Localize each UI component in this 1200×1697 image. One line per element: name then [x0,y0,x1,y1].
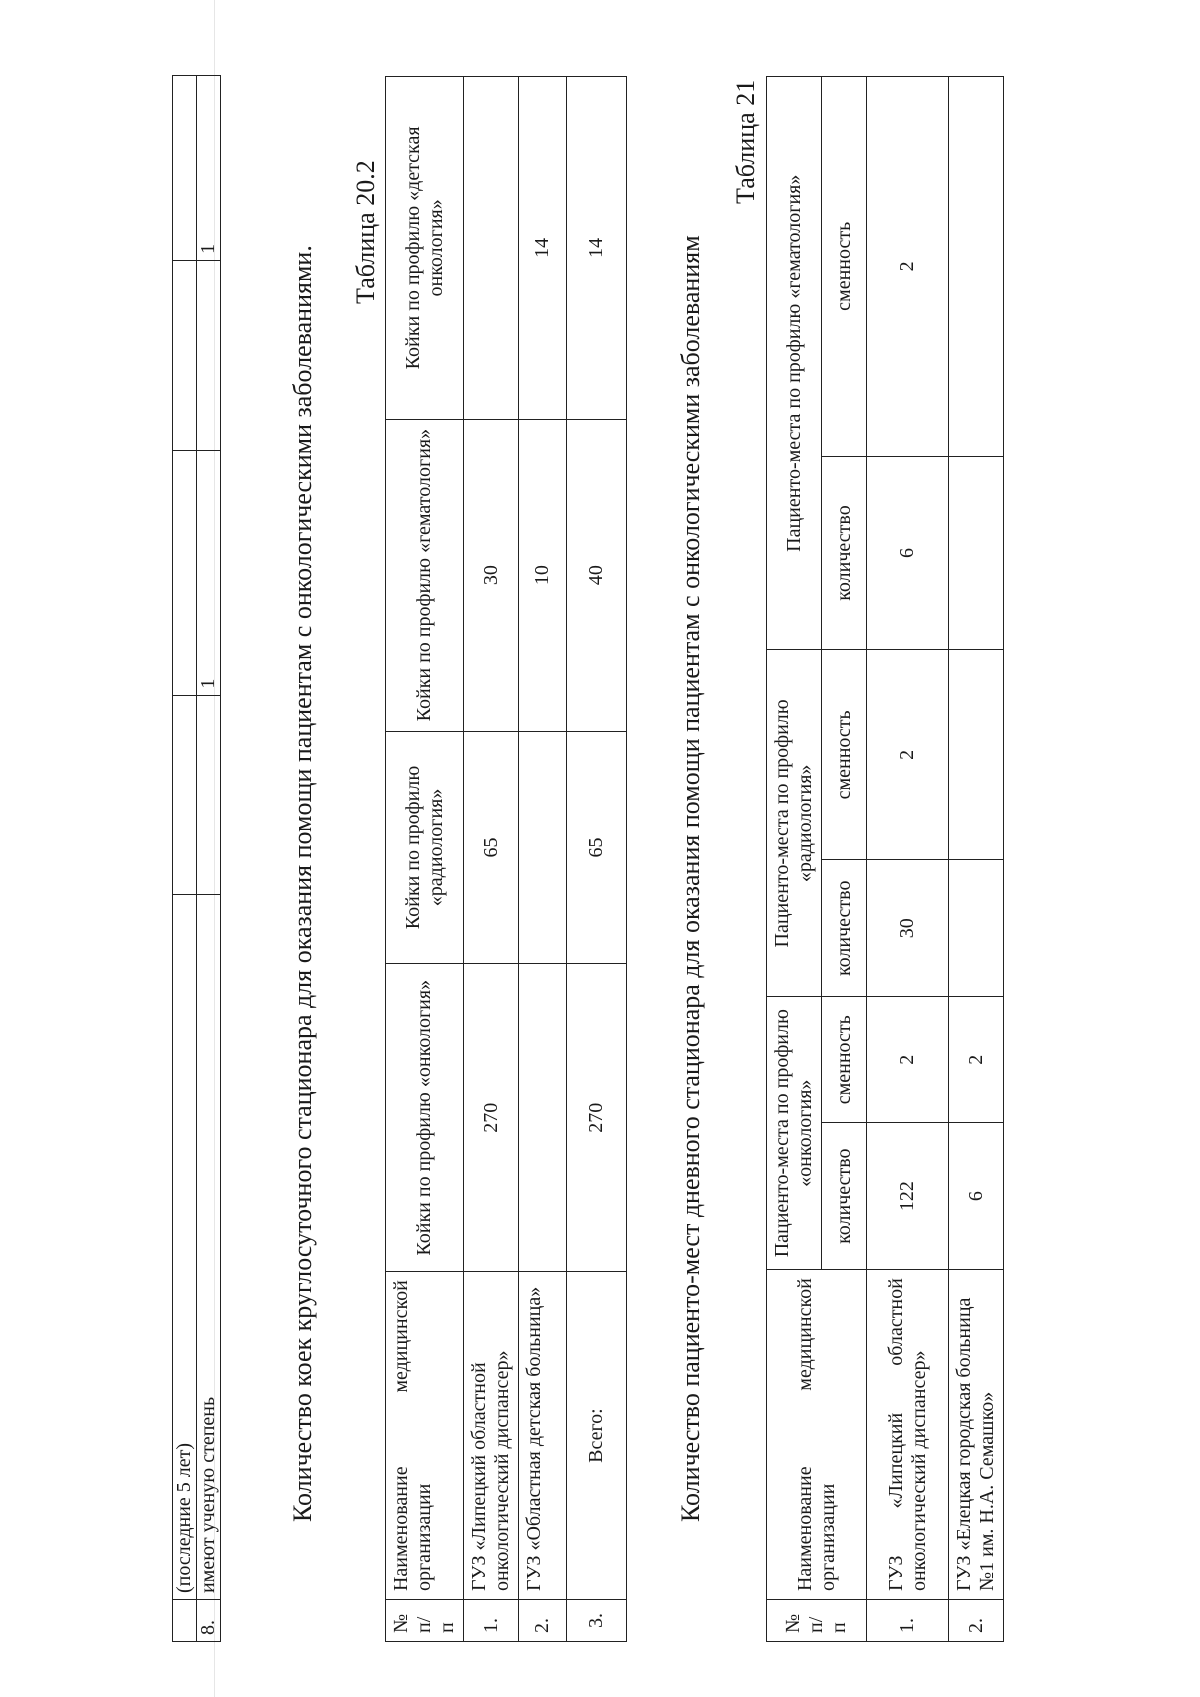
cell-child-oncology: 14 [567,77,627,420]
row-org-part: ГУЗ «Елецкая городская больница [953,1297,975,1592]
cell-hematology-count: 6 [867,456,949,650]
cell-oncology-shift: 2 [867,997,949,1123]
header-org [386,1272,464,1600]
table-row [949,77,1004,1642]
cell-radiology-shift: 2 [867,650,949,860]
header-oncology: Пациенто-места по профилю «онкология» [767,997,822,1270]
cell-radiology-shift [949,650,1004,860]
cell-hematology-count [949,456,1004,650]
header-org-part: медицинской [793,1278,816,1391]
cell-hematology-shift [949,77,1004,457]
header-hematology: Койки по профилю «гематология» [386,419,464,731]
subheader-count: количество [822,456,867,650]
cell-oncology-shift: 2 [949,997,1004,1123]
cell-oncology-count: 122 [867,1123,949,1270]
row-org-part: областной [884,1278,907,1366]
table-row [464,77,519,1642]
cell-value [173,76,197,261]
row-label: (последние 5 лет) [173,895,197,1600]
table-20-2 [385,76,627,1642]
row-number: 3. [567,1600,627,1642]
row-org-part: «Липецкий [884,1412,907,1509]
table-21-label: Таблица 21 [731,79,760,204]
header-org-part: медицинской [390,1280,412,1393]
cell-value [197,695,221,895]
cell-value [173,260,197,450]
row-label: имеют ученую степень [197,895,221,1600]
row-total-label: Всего: [567,1272,627,1600]
cell-oncology [519,964,567,1272]
cell-radiology [519,731,567,964]
cell-value [173,450,197,695]
cell-radiology-count [949,860,1004,997]
row-org: ГУЗ «Областная детская больница» [519,1272,567,1600]
table-total-row [567,77,627,1642]
header-child-oncology: Койки по профилю «детская онкология» [386,77,464,420]
header-org-part: организации [816,1483,839,1592]
table-header-row [386,77,464,1642]
header-radiology: Койки по профилю «радиология» [386,731,464,964]
cell-child-oncology [464,77,519,420]
table-header-row [767,77,822,1642]
cell-hematology: 10 [519,419,567,731]
row-org-part: ГУЗ [884,1555,907,1592]
row-number: 2. [519,1600,567,1642]
cell-value [173,695,197,895]
cell-value: 1 [197,450,221,695]
cell-value [197,260,221,450]
row-org: ГУЗ «Липецкий областной онкологический диспансер» [464,1272,519,1600]
header-num: № п/п [767,1600,867,1642]
header-org [767,1270,867,1600]
subheader-shift: сменность [822,650,867,860]
cell-oncology-count: 6 [949,1123,1004,1270]
table-21-title: Количество пациенто-мест дневного стационара для оказания помощи пациентам с онкологическими заболеваниям [676,235,705,1522]
header-org-part: Наименование [390,1466,412,1592]
subheader-shift: сменность [822,77,867,457]
cell-child-oncology: 14 [519,77,567,420]
header-org-part: Наименование [793,1466,816,1592]
row-number: 8. [197,1600,221,1642]
row-org-part: онкологический диспансер» [907,1350,930,1592]
header-radiology: Пациенто-места по профилю «радиология» [767,650,822,997]
cell-radiology: 65 [567,731,627,964]
row-number: 1. [867,1600,949,1642]
row-number: 1. [464,1600,519,1642]
header-oncology: Койки по профилю «онкология» [386,964,464,1272]
table-20-2-title: Количество коек круглосуточного стационара для оказания помощи пациентам с онкологическими заболеваниями. [288,245,317,1522]
cell-oncology: 270 [464,964,519,1272]
cell-hematology: 30 [464,419,519,731]
subheader-count: количество [822,1123,867,1270]
cell-oncology: 270 [567,964,627,1272]
header-num: № п/п [386,1600,464,1642]
cell-radiology-count: 30 [867,860,949,997]
row-org-part: №1 им. Н.А. Семашко» [976,1391,998,1592]
cell-radiology: 65 [464,731,519,964]
row-number [173,1600,197,1642]
subheader-shift: сменность [822,997,867,1123]
table-row [197,76,221,1642]
row-org [949,1270,1004,1600]
table-row [519,77,567,1642]
table-21 [766,76,1004,1642]
row-org [867,1270,949,1600]
row-number: 2. [949,1600,1004,1642]
cell-hematology: 40 [567,419,627,731]
cell-hematology-shift: 2 [867,77,949,457]
header-org-part: организации [413,1483,435,1592]
table-row [867,77,949,1642]
table-row [173,76,197,1642]
cell-value: 1 [197,76,221,261]
header-hematology: Пациенто-места по профилю «гематология» [767,77,822,650]
continuation-table [172,75,221,1642]
subheader-count: количество [822,860,867,997]
table-20-2-label: Таблица 20.2 [351,160,380,304]
